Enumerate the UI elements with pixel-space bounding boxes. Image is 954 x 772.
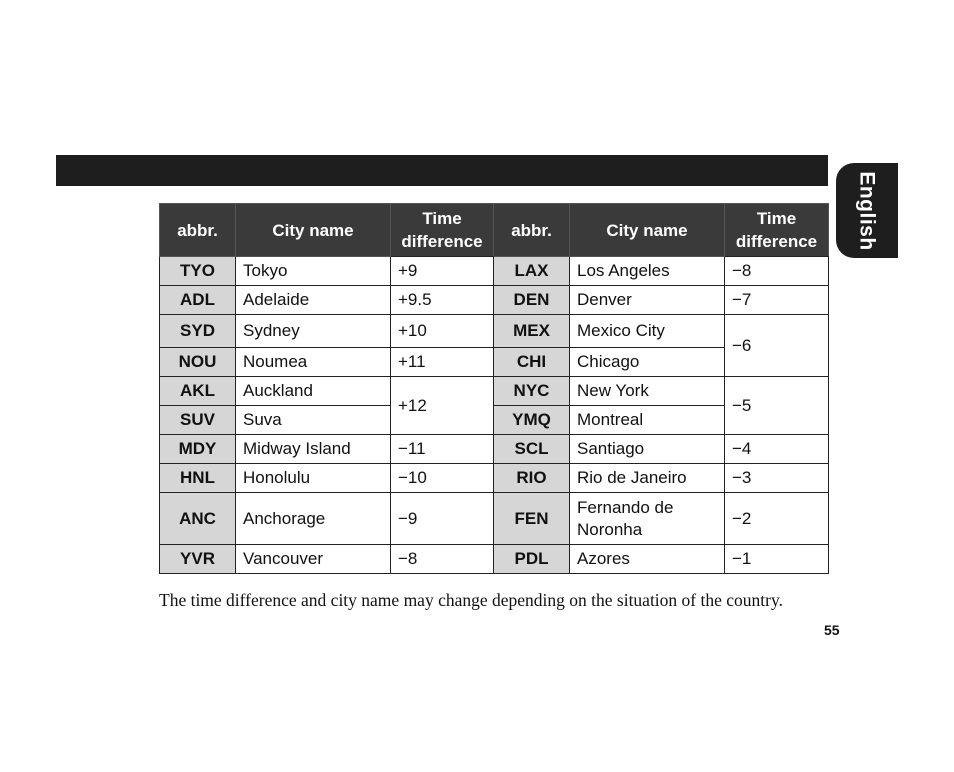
table-row [160, 464, 829, 493]
city-cell: Denver [570, 286, 725, 315]
diff-cell-merged: −5 [725, 377, 829, 435]
city-cell: Noumea [236, 348, 391, 377]
city-cell: Auckland [236, 377, 391, 406]
city-cell: Azores [570, 545, 725, 574]
city-cell: Mexico City [570, 315, 725, 348]
abbr-cell: MDY [160, 435, 236, 464]
table-row [160, 257, 829, 286]
time-difference-table [159, 203, 829, 574]
header-city-name: City name [570, 204, 725, 257]
header-city-name: City name [236, 204, 391, 257]
abbr-cell: SYD [160, 315, 236, 348]
language-tab [836, 163, 898, 258]
language-tab-label: English [856, 170, 879, 251]
table-row [160, 315, 829, 348]
page-number: 55 [824, 622, 840, 638]
header-time-difference: Time difference [391, 204, 494, 257]
diff-cell-merged: −6 [725, 315, 829, 377]
city-cell: Anchorage [236, 493, 391, 545]
abbr-cell: ANC [160, 493, 236, 545]
city-cell: New York [570, 377, 725, 406]
header-abbr: abbr. [494, 204, 570, 257]
abbr-cell: NYC [494, 377, 570, 406]
abbr-cell: TYO [160, 257, 236, 286]
diff-cell: −3 [725, 464, 829, 493]
table-row [160, 545, 829, 574]
abbr-cell: YVR [160, 545, 236, 574]
abbr-cell: SCL [494, 435, 570, 464]
diff-cell: +9.5 [391, 286, 494, 315]
diff-cell: −8 [725, 257, 829, 286]
diff-cell: −10 [391, 464, 494, 493]
abbr-cell: LAX [494, 257, 570, 286]
city-cell: Honolulu [236, 464, 391, 493]
header-time-difference: Time difference [725, 204, 829, 257]
diff-cell: −7 [725, 286, 829, 315]
city-cell: Suva [236, 406, 391, 435]
abbr-cell: SUV [160, 406, 236, 435]
abbr-cell: CHI [494, 348, 570, 377]
table-header-row [160, 204, 829, 257]
diff-cell: −1 [725, 545, 829, 574]
city-cell: Santiago [570, 435, 725, 464]
abbr-cell: ADL [160, 286, 236, 315]
city-cell: Fernando de Noronha [570, 493, 725, 545]
city-cell: Rio de Janeiro [570, 464, 725, 493]
diff-cell: −4 [725, 435, 829, 464]
diff-cell: +9 [391, 257, 494, 286]
city-cell: Tokyo [236, 257, 391, 286]
diff-cell: +11 [391, 348, 494, 377]
header-abbr: abbr. [160, 204, 236, 257]
diff-cell: −8 [391, 545, 494, 574]
abbr-cell: YMQ [494, 406, 570, 435]
footnote: The time difference and city name may change depending on the situation of the country. [159, 590, 783, 610]
abbr-cell: RIO [494, 464, 570, 493]
diff-cell: +10 [391, 315, 494, 348]
city-cell: Montreal [570, 406, 725, 435]
city-cell: Midway Island [236, 435, 391, 464]
city-cell: Los Angeles [570, 257, 725, 286]
city-cell: Sydney [236, 315, 391, 348]
abbr-cell: DEN [494, 286, 570, 315]
table-row [160, 286, 829, 315]
abbr-cell: FEN [494, 493, 570, 545]
diff-cell: −9 [391, 493, 494, 545]
table-row [160, 493, 829, 545]
abbr-cell: NOU [160, 348, 236, 377]
header-bar [56, 155, 828, 186]
table-row [160, 377, 829, 406]
city-cell: Vancouver [236, 545, 391, 574]
city-cell: Chicago [570, 348, 725, 377]
table-row [160, 435, 829, 464]
city-cell: Adelaide [236, 286, 391, 315]
abbr-cell: PDL [494, 545, 570, 574]
abbr-cell: HNL [160, 464, 236, 493]
diff-cell: −11 [391, 435, 494, 464]
abbr-cell: AKL [160, 377, 236, 406]
diff-cell: −2 [725, 493, 829, 545]
diff-cell-merged: +12 [391, 377, 494, 435]
abbr-cell: MEX [494, 315, 570, 348]
